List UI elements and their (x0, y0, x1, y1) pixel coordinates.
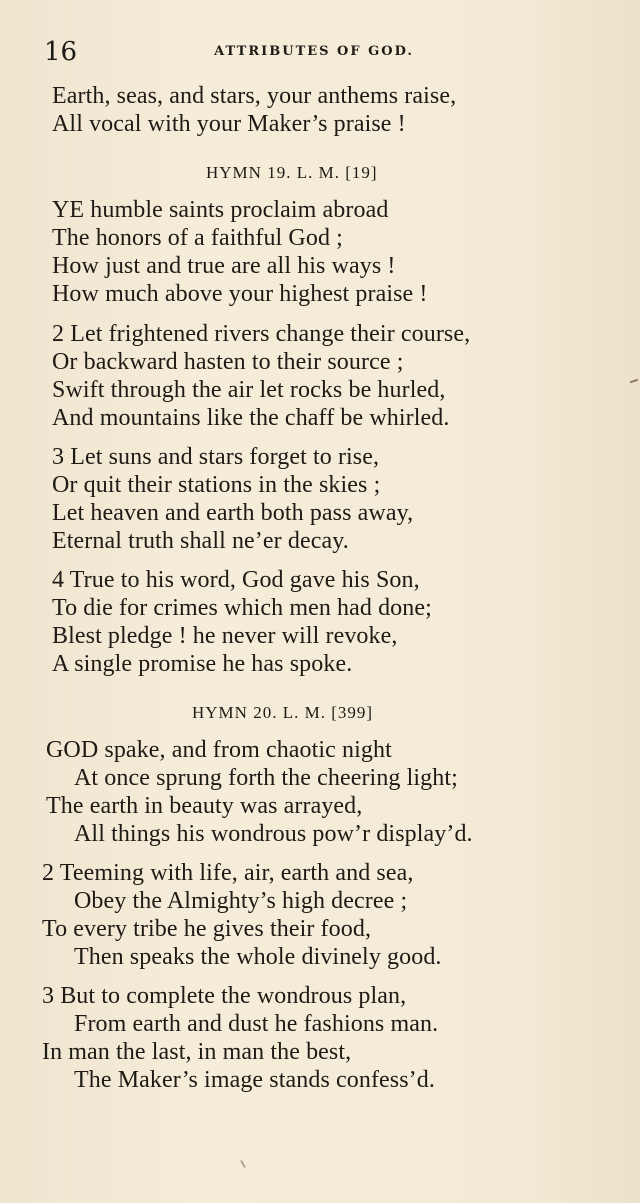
hymn-19-stanza-3-line-2: Or quit their stations in the skies ; (52, 472, 381, 498)
continued-line-1: Earth, seas, and stars, your anthems raise, (52, 83, 457, 109)
hymn-19-stanza-2-line-2: Or backward hasten to their source ; (52, 349, 404, 375)
hymn-20-stanza-3-line-3: In man the last, in man the best, (42, 1039, 352, 1065)
hymn-20-stanza-1-line-2: At once sprung forth the cheering light; (74, 765, 458, 791)
hymn-19-stanza-3-line-4: Eternal truth shall ne’er decay. (52, 528, 349, 554)
hymn-20-stanza-2-line-3: To every tribe he gives their food, (42, 916, 372, 942)
hymn-19-stanza-1-line-2: The honors of a faithful God ; (52, 225, 343, 251)
paper-speck (240, 1160, 246, 1168)
hymn-19-stanza-1-line-3: How just and true are all his ways ! (52, 253, 396, 279)
hymn-20-stanza-2-line-1: 2 Teeming with life, air, earth and sea, (42, 860, 414, 886)
hymn-19-stanza-4-line-2: To die for crimes which men had done; (52, 595, 432, 621)
hymn-20-stanza-1-line-4: All things his wondrous pow’r display’d. (74, 821, 473, 847)
hymn-20-stanza-1-line-3: The earth in beauty was arrayed, (46, 793, 363, 819)
hymn-20-stanza-3-line-4: The Maker’s image stands confess’d. (74, 1067, 435, 1093)
hymn-19-stanza-2-line-4: And mountains like the chaff be whirled. (52, 405, 450, 431)
page-edge-mark (630, 379, 638, 384)
page-number: 16 (44, 37, 78, 67)
continued-line-2: All vocal with your Maker’s praise ! (52, 111, 406, 137)
hymn-20-stanza-2-line-2: Obey the Almighty’s high decree ; (74, 888, 408, 914)
hymn-19-stanza-1-line-1: YE humble saints proclaim abroad (52, 197, 389, 223)
running-head: ATTRIBUTES OF GOD. (214, 44, 414, 59)
hymn-19-stanza-4-line-3: Blest pledge ! he never will revoke, (52, 623, 398, 649)
hymn-20-stanza-2-line-4: Then speaks the whole divinely good. (74, 944, 442, 970)
hymn-19-stanza-2-line-1: 2 Let frightened rivers change their course, (52, 321, 471, 347)
hymn-19-stanza-3-line-3: Let heaven and earth both pass away, (52, 500, 414, 526)
hymn-19-title: HYMN 19. L. M. [19] (206, 163, 378, 182)
hymn-19-stanza-4-line-4: A single promise he has spoke. (52, 651, 353, 677)
hymn-19-stanza-3-line-1: 3 Let suns and stars forget to rise, (52, 444, 380, 470)
hymn-19-stanza-2-line-3: Swift through the air let rocks be hurled, (52, 377, 446, 403)
hymn-20-stanza-3-line-2: From earth and dust he fashions man. (74, 1011, 439, 1037)
hymn-20-stanza-3-line-1: 3 But to complete the wondrous plan, (42, 983, 407, 1009)
hymn-19-stanza-4-line-1: 4 True to his word, God gave his Son, (52, 567, 420, 593)
hymn-20-title: HYMN 20. L. M. [399] (192, 703, 374, 722)
hymn-19-stanza-1-line-4: How much above your highest praise ! (52, 281, 428, 307)
hymn-20-stanza-1-line-1: GOD spake, and from chaotic night (46, 737, 392, 763)
page-header (44, 34, 584, 70)
